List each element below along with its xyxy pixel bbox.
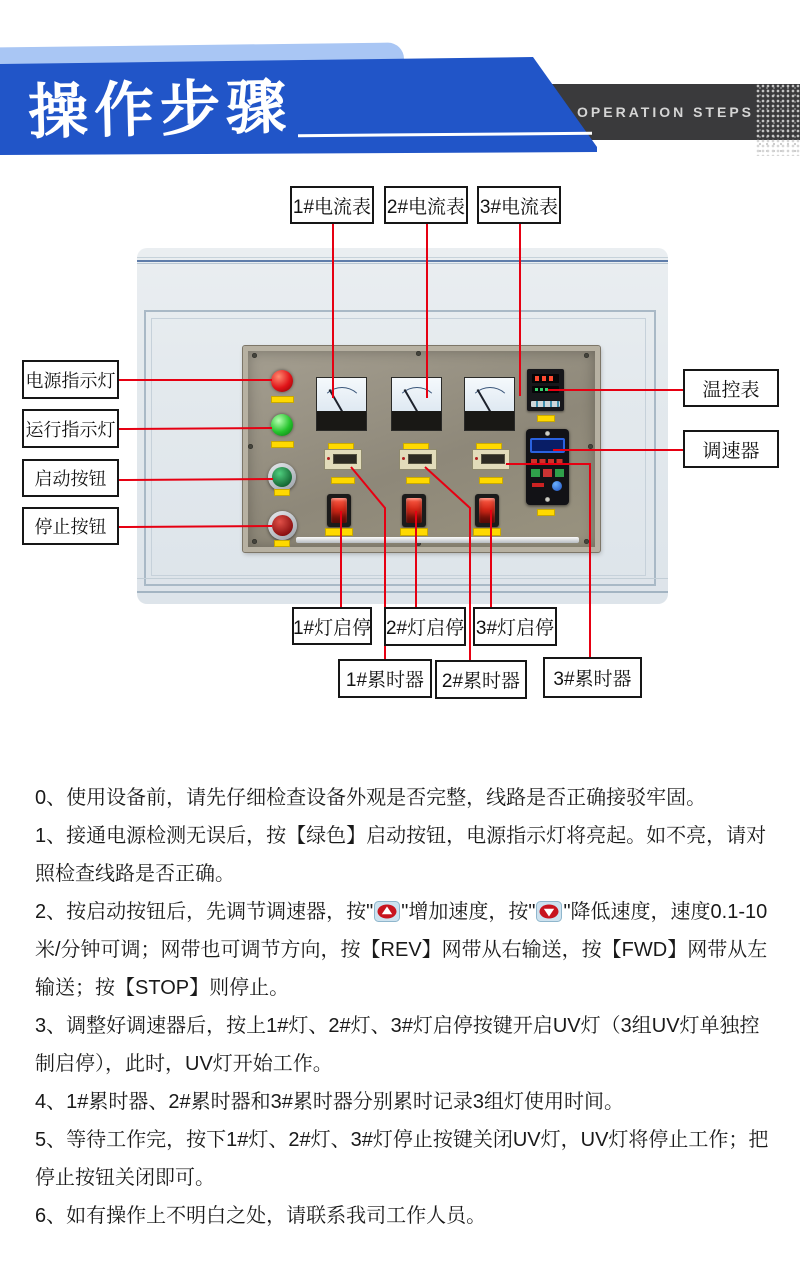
machine-seam bbox=[137, 257, 668, 258]
label-tag bbox=[473, 528, 501, 536]
operation-steps-list bbox=[35, 779, 772, 1235]
machine-seam bbox=[137, 260, 668, 262]
header-subtitle: OPERATION STEPS bbox=[577, 104, 754, 120]
callout-start-button: 启动按钮 bbox=[22, 459, 119, 497]
speed-up-icon bbox=[374, 901, 400, 922]
label-tag bbox=[406, 477, 430, 484]
screw-icon bbox=[584, 353, 589, 358]
callout-ammeter-1: 1#电流表 bbox=[290, 186, 374, 224]
step-text: 5、等待工作完，按下1#灯、2#灯、3#灯停止按键关闭UV灯，UV灯将停止工作；把停止按钮关闭即可。 bbox=[35, 1129, 769, 1189]
label-tag bbox=[400, 528, 428, 536]
step-text: 3、调整好调速器后，按上1#灯、2#灯、3#灯启停按键开启UV灯（3组UV灯单独控制启停），此时，UV灯开始工作。 bbox=[35, 1015, 760, 1075]
screw-icon bbox=[584, 539, 589, 544]
temp-controller bbox=[527, 369, 564, 411]
screw-icon bbox=[248, 444, 253, 449]
screw-icon bbox=[252, 353, 257, 358]
lamp-switch-2 bbox=[402, 494, 426, 527]
step-text: 0、使用设备前，请先仔细检查设备外观是否完整，线路是否正确接驳牢固。 bbox=[35, 787, 707, 809]
label-tag bbox=[325, 528, 353, 536]
speed-down-icon bbox=[536, 901, 562, 922]
ammeter-1 bbox=[316, 377, 367, 431]
callout-ammeter-2: 2#电流表 bbox=[384, 186, 468, 224]
lamp-switch-1 bbox=[327, 494, 351, 527]
callout-timer-2: 2#累时器 bbox=[435, 660, 527, 699]
label-tag bbox=[537, 415, 555, 422]
callout-speed-controller: 调速器 bbox=[683, 430, 779, 468]
running-indicator-light bbox=[271, 414, 293, 436]
timer-2 bbox=[399, 449, 437, 470]
stop-button bbox=[268, 511, 297, 540]
label-tag bbox=[274, 489, 290, 496]
callout-lamp-switch-3: 3#灯启停 bbox=[473, 607, 557, 646]
callout-ammeter-3: 3#电流表 bbox=[477, 186, 561, 224]
callout-timer-3: 3#累时器 bbox=[543, 657, 642, 698]
label-tag bbox=[479, 477, 503, 484]
screw-icon bbox=[252, 539, 257, 544]
callout-temp-controller: 温控表 bbox=[683, 369, 779, 407]
label-tag bbox=[537, 509, 555, 516]
ammeter-2 bbox=[391, 377, 442, 431]
machine-photo bbox=[137, 248, 668, 604]
timer-1 bbox=[324, 449, 362, 470]
machine-seam bbox=[137, 591, 668, 593]
power-indicator-light bbox=[271, 370, 293, 392]
screw-icon bbox=[588, 444, 593, 449]
label-tag bbox=[274, 540, 290, 547]
lamp-switch-3 bbox=[475, 494, 499, 527]
callout-lamp-switch-2: 2#灯启停 bbox=[384, 607, 466, 646]
halftone-dots-decor bbox=[756, 84, 800, 156]
step-text: 4、1#累时器、2#累时器和3#累时器分别累时记录3组灯使用时间。 bbox=[35, 1091, 624, 1113]
screw-icon bbox=[416, 351, 421, 356]
step-text: 6、如有操作上不明白之处，请联系我司工作人员。 bbox=[35, 1205, 487, 1227]
step-text: 1、接通电源检测无误后，按【绿色】启动按钮，电源指示灯将亮起。如不亮，请对照检查线路是否正确。 bbox=[35, 825, 767, 885]
page-title: 操作步骤 bbox=[27, 73, 293, 146]
machine-seam bbox=[137, 263, 668, 264]
start-button bbox=[268, 463, 296, 491]
speed-controller bbox=[526, 429, 569, 505]
control-panel bbox=[243, 346, 600, 552]
timer-3 bbox=[472, 449, 510, 470]
label-tag bbox=[271, 441, 294, 448]
callout-stop-button: 停止按钮 bbox=[22, 507, 119, 545]
callout-timer-1: 1#累时器 bbox=[338, 659, 432, 698]
callout-running-indicator: 运行指示灯 bbox=[22, 409, 119, 448]
label-tag bbox=[331, 477, 355, 484]
panel-bottom-strip bbox=[296, 537, 579, 543]
callout-power-indicator: 电源指示灯 bbox=[22, 360, 119, 399]
callout-lamp-switch-1: 1#灯启停 bbox=[292, 607, 372, 645]
label-tag bbox=[271, 396, 294, 403]
machine-seam bbox=[137, 578, 668, 579]
ammeter-3 bbox=[464, 377, 515, 431]
step-text: 2、按启动按钮后，先调节调速器，按" "增加速度，按" "降低速度，速度0.1-10米/分钟可调；网带也可调节方向，按【REV】网带从右输送，按【FWD】网带从左输送；按【STOP】则停止。 bbox=[35, 901, 768, 999]
